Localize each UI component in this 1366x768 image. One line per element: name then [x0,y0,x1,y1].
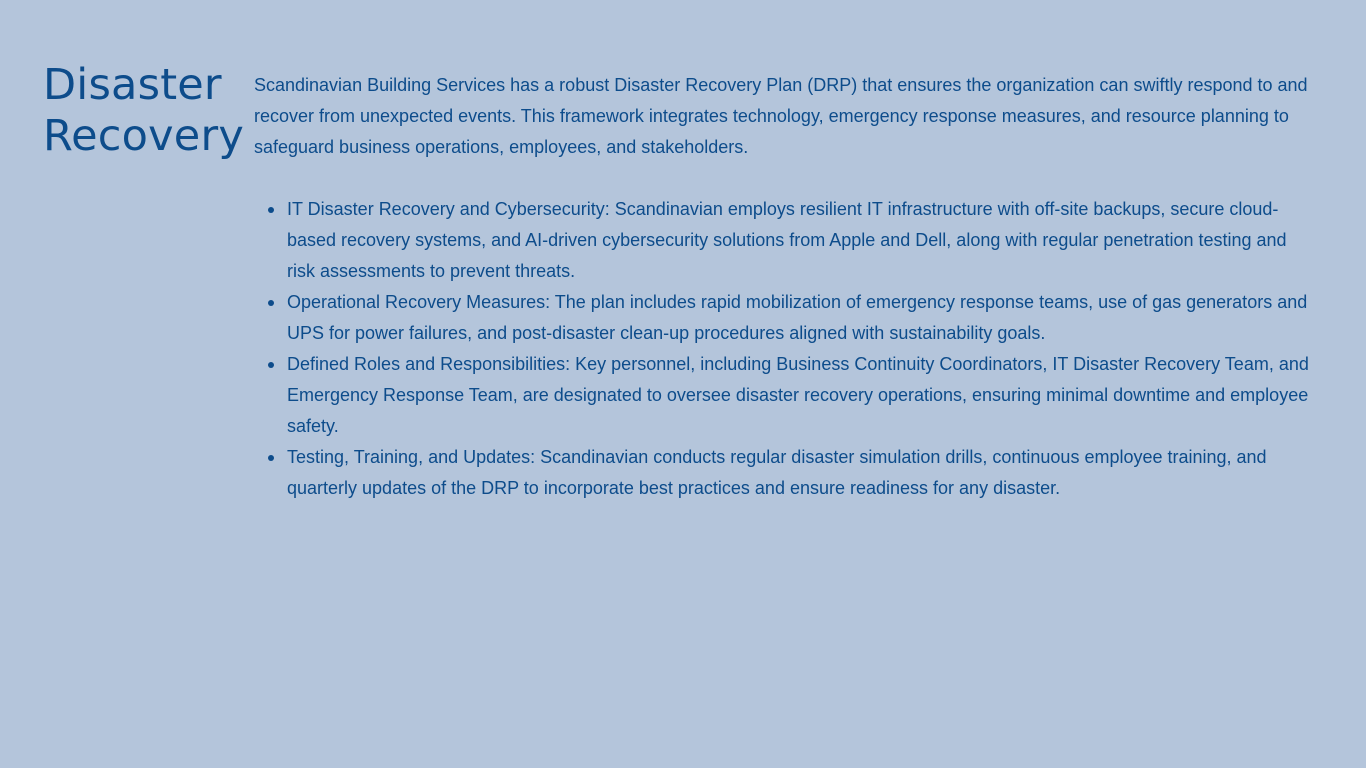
bullet-dot-icon [268,362,274,368]
bullet-text: Testing, Training, and Updates: Scandinavian conducts regular disaster simulation drills, continuous employee training, and quarterly updates of the DRP to incorporate best practices and ensure readiness for any disaster. [287,447,1267,498]
bullet-dot-icon [268,300,274,306]
bullet-text: Defined Roles and Responsibilities: Key personnel, including Business Continuity Coordinators, IT Disaster Recovery Team, and Emergency Response Team, are designated to oversee disaster recovery operations, ensuring minimal downtime and employee safety. [287,354,1309,436]
bullet-dot-icon [268,455,274,461]
slide-title-line-2: Recovery [43,111,244,161]
slide-title-line-1: Disaster [43,60,222,110]
bullet-text: IT Disaster Recovery and Cybersecurity: Scandinavian employs resilient IT infrastructure with off-site backups, secure cloud-based recovery systems, and AI-driven cybersecurity solutions from Apple and Dell, along with regular penetration testing and risk assessments to prevent threats. [287,199,1287,281]
bullet-item-operational-recovery [287,287,1314,349]
slide-content [254,70,1314,504]
intro-paragraph: Scandinavian Building Services has a robust Disaster Recovery Plan (DRP) that ensures the organization can swiftly respond to and recover from unexpected events. This framework integrates technology, emergency response measures, and resource planning to safeguard business operations, employees, and stakeholders. [254,75,1308,157]
slide-title [43,60,248,162]
bullet-item-it-recovery [287,194,1314,287]
bullet-text: Operational Recovery Measures: The plan includes rapid mobilization of emergency response teams, use of gas generators and UPS for power failures, and post-disaster clean-up procedures aligned with sustainability goals. [287,292,1308,343]
bullet-list [254,194,1314,504]
bullet-item-testing [287,442,1314,504]
bullet-item-roles [287,349,1314,442]
bullet-dot-icon [268,207,274,213]
